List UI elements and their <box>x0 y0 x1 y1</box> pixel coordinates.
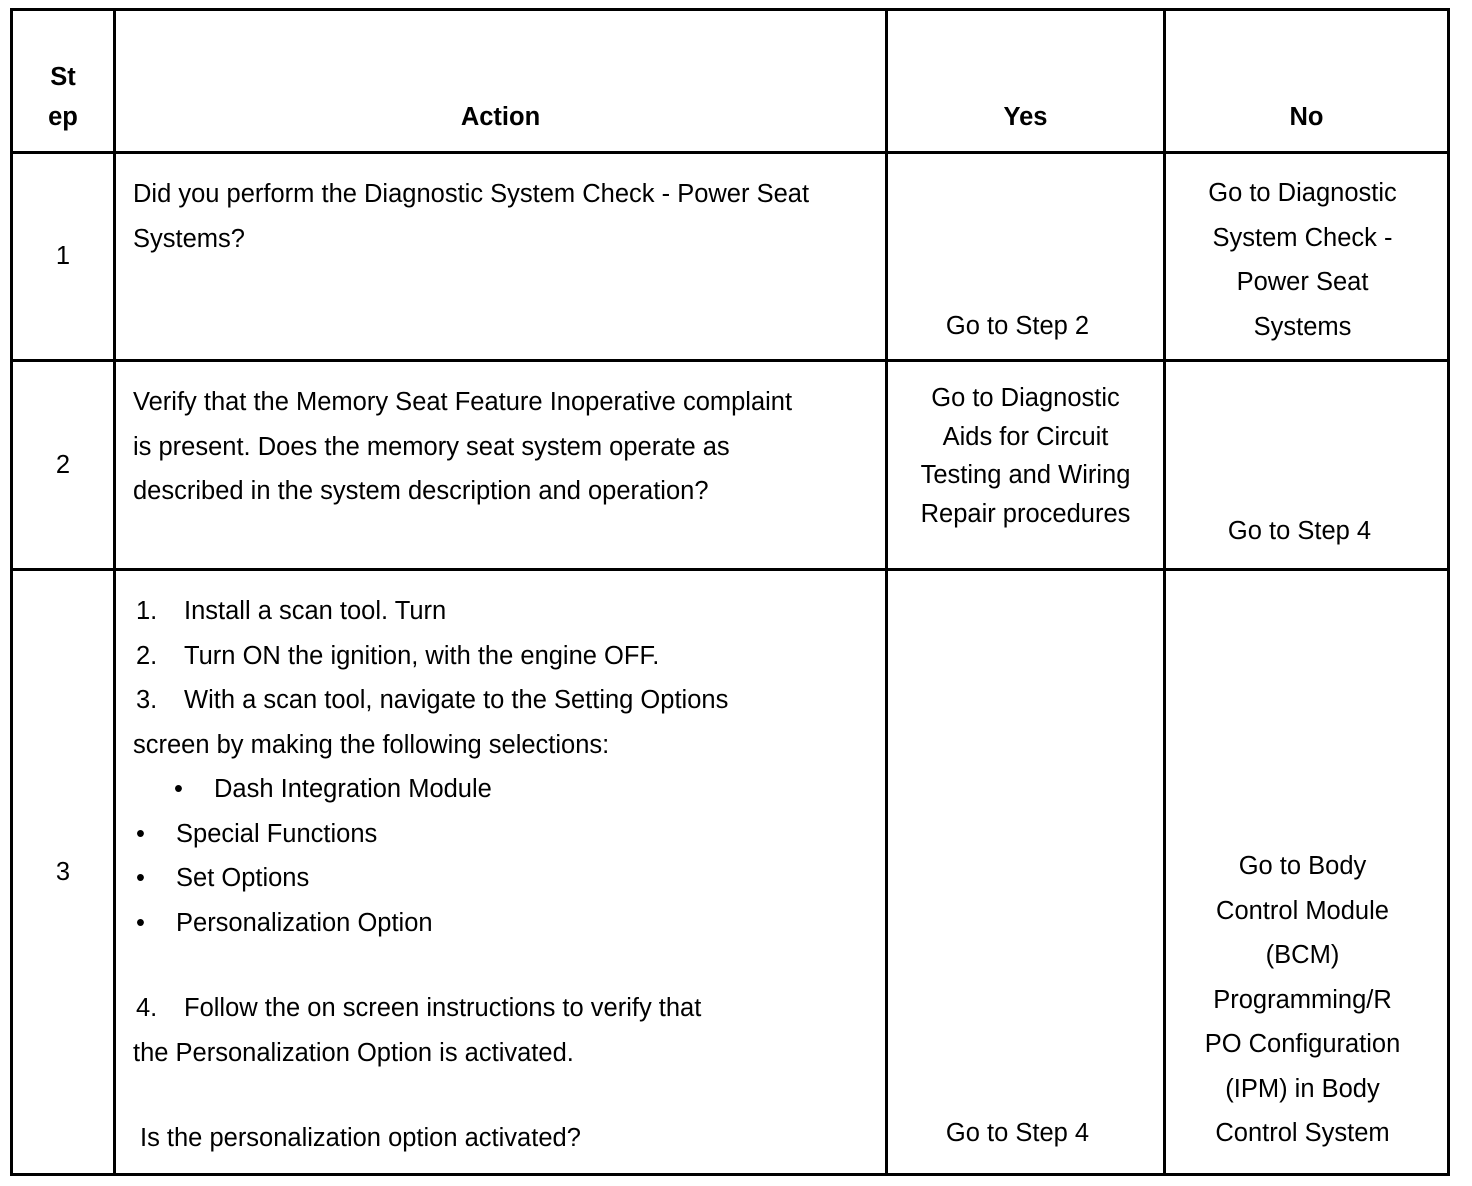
yes-text-line: Repair procedures <box>920 499 1131 528</box>
list-item: 1. Install a scan tool. Turn <box>136 597 447 625</box>
no-cell <box>1165 570 1449 1175</box>
list-item: 3. With a scan tool, navigate to the Setting Options <box>136 686 729 714</box>
yes-cell <box>887 361 1165 570</box>
bullet-item: • Special Functions <box>136 819 378 848</box>
diagnostic-table <box>10 8 1450 1176</box>
no-text-line: Go to Diagnostic <box>1208 179 1397 207</box>
list-item: 2. Turn ON the ignition, with the engine OFF. <box>136 641 660 670</box>
header-step: St ep <box>12 10 115 153</box>
no-text: Go to Step 4 <box>1227 517 1372 545</box>
no-cell <box>1165 361 1449 570</box>
header-action: Action <box>115 10 887 153</box>
no-text-line: (IPM) in Body <box>1225 1074 1380 1103</box>
header-no: No <box>1165 10 1449 153</box>
header-row <box>12 10 1449 153</box>
header-yes: Yes <box>887 10 1165 153</box>
table-row <box>12 153 1449 361</box>
bullet-item: • Set Options <box>136 864 310 892</box>
no-text-line: (BCM) <box>1265 941 1340 969</box>
table-row <box>12 570 1449 1175</box>
no-text-line: Control Module <box>1216 896 1389 925</box>
step-number: 2 <box>12 361 115 570</box>
yes-cell <box>887 153 1165 361</box>
step-number: 1 <box>12 153 115 361</box>
no-text-line: Power Seat <box>1236 268 1369 296</box>
list-item: 4. Follow the on screen instructions to verify that <box>136 994 702 1022</box>
no-text-line: Systems <box>1253 312 1352 341</box>
yes-text-line: Testing and Wiring <box>920 461 1131 489</box>
bullet-item: • Personalization Option <box>136 908 433 937</box>
yes-text-line: Go to Diagnostic <box>931 384 1120 412</box>
no-text-line: Control System <box>1215 1119 1390 1147</box>
step-number: 3 <box>12 570 115 1175</box>
no-text-line: PO Configuration <box>1204 1030 1401 1058</box>
no-text-line: Programming/R <box>1213 985 1392 1014</box>
action-cell <box>115 570 887 1175</box>
yes-cell <box>887 570 1165 1175</box>
action-cell <box>115 361 887 570</box>
no-text-line: Go to Body <box>1238 852 1367 880</box>
action-list <box>116 571 885 1161</box>
question-text: Is the personalization option activated? <box>140 1124 581 1152</box>
list-item-continuation: the Personalization Option is activated. <box>133 1038 574 1067</box>
yes-text: Go to Step 4 <box>945 1119 1090 1147</box>
yes-text-line: Aids for Circuit <box>942 422 1109 451</box>
list-item-continuation: screen by making the following selections: <box>133 730 610 759</box>
bullet-item: • Dash Integration Module <box>174 775 492 803</box>
no-text-line: System Check - <box>1212 223 1393 252</box>
action-cell <box>115 153 887 361</box>
yes-text: Go to Step 2 <box>945 312 1090 340</box>
action-text: Did you perform the Diagnostic System Check - Power Seat Systems? <box>133 180 810 253</box>
no-cell <box>1165 153 1449 361</box>
action-text: Verify that the Memory Seat Feature Inoperative complaint is present. Does the memory seat system operate as described in the system description and operation? <box>133 388 793 505</box>
table-row <box>12 361 1449 570</box>
